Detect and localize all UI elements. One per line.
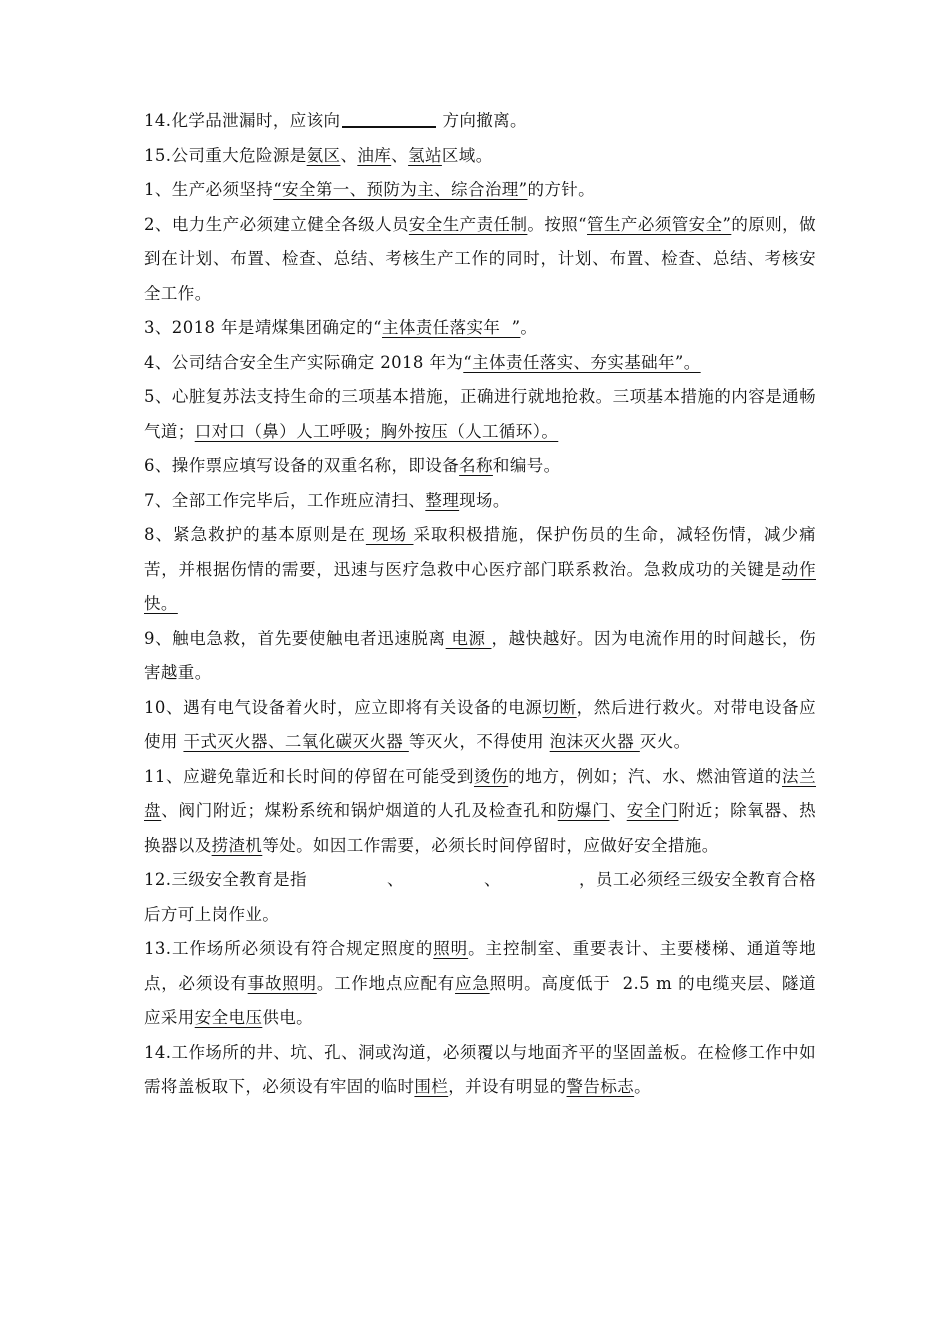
item-14-chemical-leak: 14.化学品泄漏时，应该向 方向撤离。	[144, 104, 816, 139]
answer-underlined: 动作快。	[144, 559, 816, 613]
answer-underlined: 氢站	[408, 145, 442, 165]
item-7-work-completion: 7、全部工作完毕后，工作班应清扫、整理现场。	[144, 490, 510, 510]
answer-underlined: 警告标志	[566, 1077, 635, 1096]
answer-underlined: 主体责任落实年 ”	[381, 318, 521, 337]
item-8-emergency-rescue: 8、紧急救护的基本原则是在 现场 采取积极措施，保护伤员的生命，减轻伤情，减少痛苦，并根据伤情的需要，迅速与医疗急救中心医疗部门联系救治。急救成功的关键是动作快。	[144, 525, 817, 613]
answer-underlined: 干式灭火器、二氧化碳灭火器	[183, 732, 409, 751]
answer-underlined: “主体责任落实、夯实基础年”。	[463, 352, 701, 372]
answer-underlined: 烫伤	[473, 766, 509, 786]
answer-underlined: 油库	[357, 145, 392, 165]
item-6-operation-ticket: 6、操作票应填写设备的双重名称，即设备名称和编号。	[144, 456, 561, 475]
answer-underlined: 氨区	[306, 145, 341, 165]
item-15-hazard-sources: 15.公司重大危险源是氨区、油库、氢站区域。	[144, 145, 493, 165]
answer-underlined: 名称	[459, 456, 493, 475]
item-13-lighting: 13.工作场所必须设有符合规定照度的照明。主控制室、重要表计、主要楼梯、通道等地点，必须设有事故照明。工作地点应配有应急照明。高度低于 2.5 m 的电缆夹层、隧道应采用安全电压供电。	[144, 939, 816, 1027]
answer-underlined: 安全电压	[194, 1008, 263, 1027]
answer-underlined: 防爆门	[557, 801, 610, 820]
answer-underlined: “安全第一、预防为主、综合治理”	[273, 180, 528, 199]
answer-underlined: 电源	[445, 628, 492, 648]
answer-underlined: 围栏	[414, 1077, 449, 1096]
item-10-electrical-fire: 10、遇有电气设备着火时，应立即将有关设备的电源切断，然后进行救火。对带电设备应使用 干式灭火器、二氧化碳灭火器 等灭火，不得使用 泡沫灭火器 灭火。	[144, 697, 816, 751]
fill-in-blank	[342, 108, 436, 128]
item-3-year-theme: 3、2018 年是靖煤集团确定的“主体责任落实年 ”。	[144, 318, 538, 337]
item-4-company-theme: 4、公司结合安全生产实际确定 2018 年为“主体责任落实、夯实基础年”。	[144, 352, 701, 372]
item-12-three-level-education: 12.三级安全教育是指 、 、 ，员工必须经三级安全教育合格后方可上岗作业。	[144, 870, 817, 924]
answer-underlined: 口对口（鼻）人工呼吸；胸外按压（人工循环）。	[194, 421, 559, 441]
item-14-covers-and-fences: 14.工作场所的井、坑、孔、洞或沟道，必须覆以与地面齐平的坚固盖板。在检修工作中如需将盖板取下，必须设有牢固的临时围栏，并设有明显的警告标志。	[144, 1042, 816, 1096]
document-body	[144, 104, 816, 1105]
answer-underlined: 整理	[425, 490, 460, 510]
answer-underlined: 安全生产责任制	[408, 214, 528, 234]
answer-underlined: 管生产必须管安全”	[587, 214, 732, 234]
answer-underlined: 照明	[433, 939, 469, 958]
answer-underlined: 泡沫灭火器	[549, 732, 640, 751]
item-2-responsibility: 2、电力生产必须建立健全各级人员安全生产责任制。按照“管生产必须管安全”的原则，做到在计划、布置、检查、总结、考核生产工作的同时，计划、布置、检查、总结、考核安全工作。	[144, 214, 816, 303]
item-11-burn-hazard: 11、应避免靠近和长时间的停留在可能受到烫伤的地方，例如；汽、水、燃油管道的法兰盘、阀门附近；煤粉系统和锅炉烟道的人孔及检查孔和防爆门、安全门附近；除氧器、热换器以及捞渣机等处。如因工作需要，必须长时间停留时，应做好安全措施。	[144, 766, 817, 855]
answer-underlined: 应急	[455, 973, 490, 993]
answer-underlined: 切断	[542, 697, 577, 717]
answer-underlined: 法兰盘	[144, 766, 816, 820]
item-9-electric-shock: 9、触电急救，首先要使触电者迅速脱离 电源 ，越快越好。因为电流作用的时间越长，伤害越重。	[144, 628, 817, 682]
item-1-safety-policy: 1、生产必须坚持“安全第一、预防为主、综合治理”的方针。	[144, 180, 596, 199]
answer-underlined: 事故照明	[247, 973, 317, 993]
answer-underlined: 安全门	[626, 801, 679, 820]
answer-underlined: 现场	[365, 525, 414, 544]
item-5-cpr: 5、心脏复苏法支持生命的三项基本措施，正确进行就地抢救。三项基本措施的内容是通畅气道；口对口（鼻）人工呼吸；胸外按压（人工循环）。	[144, 387, 816, 441]
answer-underlined: 捞渣机	[211, 835, 263, 855]
